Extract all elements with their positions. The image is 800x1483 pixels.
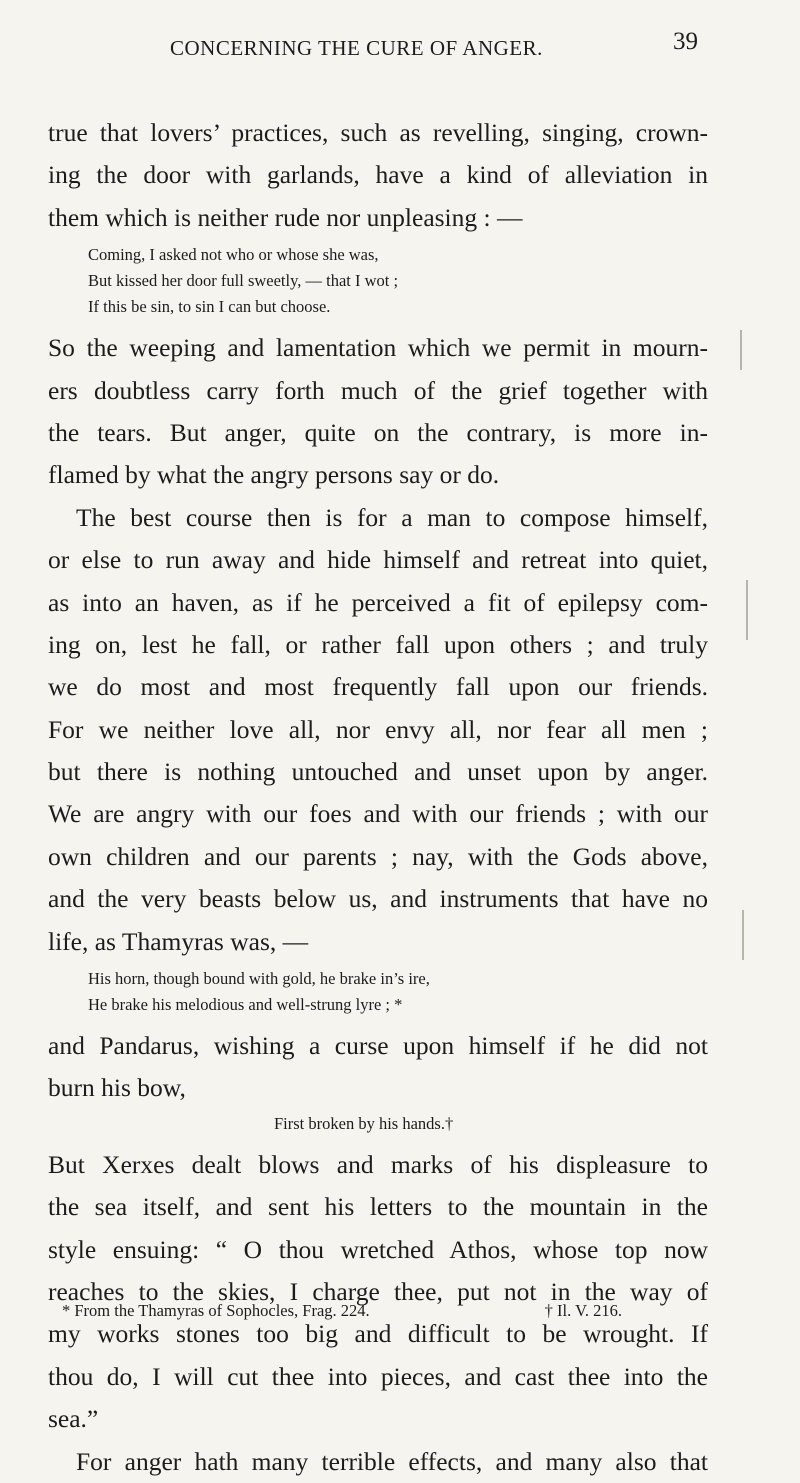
footnotes bbox=[62, 1301, 662, 1321]
paragraph-2 bbox=[48, 327, 708, 497]
page-body bbox=[48, 112, 708, 1483]
text-line: my works stones too big and difficult to be wrought. If bbox=[48, 1319, 708, 1349]
verse-line: But kissed her door full sweetly, — that I wot ; bbox=[88, 271, 399, 291]
paragraph-3 bbox=[48, 497, 708, 963]
text-line: true that lovers’ practices, such as revelling, singing, crown- bbox=[48, 118, 708, 147]
text-line: the sea itself, and sent his letters to the mountain in the bbox=[48, 1192, 708, 1222]
verse-quote-3 bbox=[48, 1112, 708, 1136]
text-line: style ensuing: “ O thou wretched Athos, whose top now bbox=[48, 1234, 708, 1264]
text-line: and Pandarus, wishing a curse upon himself if he did not bbox=[48, 1031, 708, 1061]
paragraph-1 bbox=[48, 112, 708, 239]
footnote-1: * From the Thamyras of Sophocles, Frag. 224. bbox=[62, 1301, 370, 1320]
paragraph-6 bbox=[48, 1441, 708, 1483]
verse-line: He brake his melodious and well-strung lyre ; * bbox=[88, 995, 403, 1015]
page-number: 39 bbox=[673, 28, 698, 55]
text-line: sea.” bbox=[48, 1404, 99, 1434]
text-line: burn his bow, bbox=[48, 1073, 186, 1103]
margin-mark bbox=[742, 910, 744, 960]
text-line: ing the door with garlands, have a kind of alleviation in bbox=[48, 160, 708, 190]
text-line: as into an haven, as if he perceived a fit of epilepsy com- bbox=[48, 587, 708, 617]
text-line: For anger hath many terrible effects, and many also that bbox=[76, 1446, 708, 1476]
text-line: We are angry with our foes and with our friends ; with our bbox=[48, 799, 708, 829]
text-line: and the very beasts below us, and instruments that have no bbox=[48, 884, 708, 914]
text-line: the tears. But anger, quite on the contrary, is more in- bbox=[48, 417, 708, 447]
margin-mark bbox=[740, 330, 742, 370]
text-line: So the weeping and lamentation which we permit in mourn- bbox=[48, 333, 708, 363]
text-line: but there is nothing untouched and unset upon by anger. bbox=[48, 757, 708, 787]
verse-quote-2 bbox=[48, 967, 708, 1017]
verse-line: Coming, I asked not who or whose she was, bbox=[88, 245, 379, 265]
text-line: ers doubtless carry forth much of the grief together with bbox=[48, 375, 708, 405]
text-line: The best course then is for a man to compose himself, bbox=[76, 502, 708, 532]
text-line: own children and our parents ; nay, with the Gods above, bbox=[48, 841, 708, 871]
paragraph-5 bbox=[48, 1144, 708, 1441]
text-line: life, as Thamyras was, — bbox=[48, 926, 309, 956]
text-line: or else to run away and hide himself and retreat into quiet, bbox=[48, 545, 708, 575]
verse-quote-1 bbox=[48, 243, 708, 319]
paragraph-4 bbox=[48, 1025, 708, 1110]
margin-marks bbox=[732, 330, 772, 970]
text-line: But Xerxes dealt blows and marks of his displeasure to bbox=[48, 1149, 708, 1179]
text-line: them which is neither rude nor unpleasing : — bbox=[48, 202, 523, 232]
text-line: ing on, lest he fall, or rather fall upon others ; and truly bbox=[48, 629, 708, 659]
running-head: CONCERNING THE CURE OF ANGER. bbox=[170, 36, 543, 60]
verse-line: His horn, though bound with gold, he brake in’s ire, bbox=[88, 969, 430, 989]
margin-mark bbox=[746, 580, 748, 640]
text-line: thou do, I will cut thee into pieces, and cast thee into the bbox=[48, 1361, 708, 1391]
text-line: flamed by what the angry persons say or do. bbox=[48, 460, 500, 490]
text-line: For we neither love all, nor envy all, nor fear all men ; bbox=[48, 714, 708, 744]
footnote-2: † Il. V. 216. bbox=[544, 1301, 622, 1320]
verse-line: If this be sin, to sin I can but choose. bbox=[88, 297, 331, 317]
text-line: we do most and most frequently fall upon our friends. bbox=[48, 672, 708, 702]
text-line: reaches to the skies, I charge thee, put not in the way of bbox=[48, 1276, 708, 1306]
verse-line: First broken by his hands.† bbox=[274, 1113, 454, 1133]
